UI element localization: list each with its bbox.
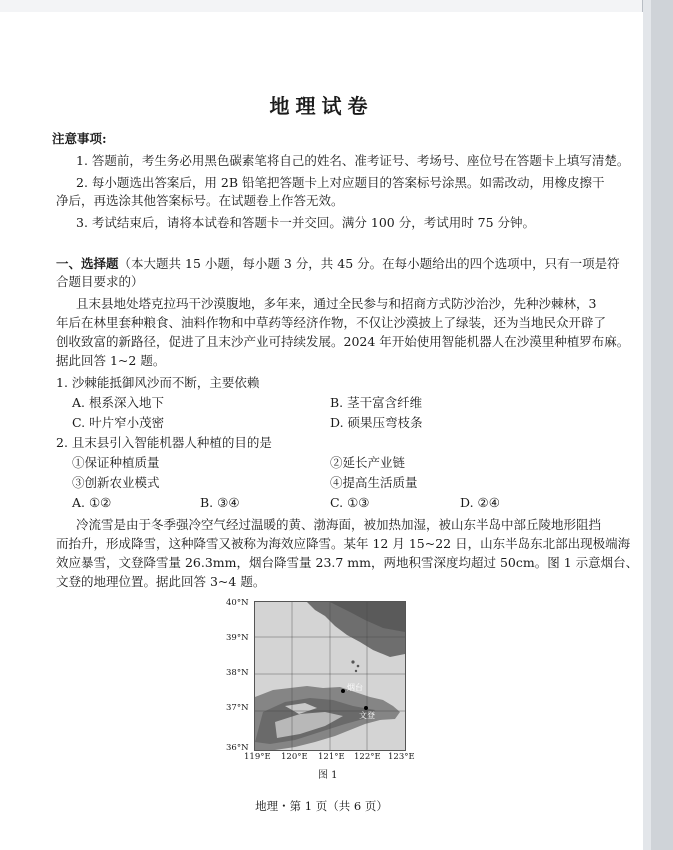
lon-label-122: 122°E	[354, 752, 381, 762]
lat-label-39: 39°N	[226, 633, 249, 643]
document-page	[0, 12, 643, 850]
question-2-stem: 2. 且末县引入智能机器人种植的目的是	[56, 435, 272, 450]
passage-1-line-4: 据此回答 1~2 题。	[56, 353, 166, 368]
lat-label-36: 36°N	[226, 743, 249, 753]
question-1-option-a: A. 根系深入地下	[72, 395, 164, 410]
question-1-stem: 1. 沙棘能抵御风沙而不断，主要依赖	[56, 375, 260, 390]
page-title: 地理试卷	[269, 94, 374, 118]
notice-item-1: 1. 答题前，考生务必用黑色碳素笔将自己的姓名、准考证号、考场号、座位号在答题卡上填写清楚。	[76, 153, 630, 168]
lon-label-120: 120°E	[281, 752, 308, 762]
question-1-option-b: B. 茎干富含纤维	[330, 395, 423, 410]
question-2-statement-2: ②延长产业链	[330, 455, 406, 470]
question-2-option-a: A. ①②	[72, 495, 112, 510]
question-2-statement-3: ③创新农业模式	[72, 475, 160, 490]
question-2-option-b: B. ③④	[200, 495, 240, 510]
notice-item-2-cont: 净后，再选涂其他答案标号。在试题卷上作答无效。	[56, 193, 344, 208]
lat-label-38: 38°N	[226, 668, 249, 678]
section-1-heading: 一、选择题	[56, 256, 119, 271]
question-1-option-d: D. 硕果压弯枝条	[330, 415, 423, 430]
section-1-intro	[56, 256, 620, 272]
notice-heading: 注意事项:	[52, 131, 107, 146]
question-2-option-d: D. ②④	[460, 495, 500, 510]
question-2-option-c: C. ①③	[330, 495, 370, 510]
map-figure	[254, 601, 406, 751]
figure-caption: 图 1	[318, 770, 338, 781]
passage-2-line-2: 而抬升，形成降雪，这种降雪又被称为海效应降雪。某年 12 月 15~22 日，山东半岛东北部出现极端海	[56, 536, 631, 551]
lat-label-40: 40°N	[226, 598, 249, 608]
question-2-statement-4: ④提高生活质量	[330, 475, 418, 490]
passage-2-line-3: 效应暴雪，文登降雪量 26.3mm，烟台降雪量 23.7 mm，两地积雪深度均超过 50cm。图 1 示意烟台、	[56, 555, 639, 570]
lat-label-37: 37°N	[226, 703, 249, 713]
passage-1-line-2: 年后在林里套种粮食、油料作物和中草药等经济作物，不仅让沙漠披上了绿装，还为当地民众开辟了	[56, 315, 607, 330]
passage-1-line-1: 且末县地处塔克拉玛干沙漠腹地，多年来，通过全民参与和招商方式防沙治沙，先种沙棘林，3	[76, 296, 597, 311]
passage-1-line-3: 创收致富的新路径，促进了且末沙产业可持续发展。2024 年开始使用智能机器人在沙漠里种植罗布麻。	[56, 334, 630, 349]
city-label-yantai: 烟台	[347, 683, 363, 692]
section-1-desc-cont: 合题目要求的）	[56, 274, 144, 289]
notice-item-3: 3. 考试结束后，请将本试卷和答题卡一并交回。满分 100 分，考试用时 75 分钟。	[76, 215, 536, 230]
page-footer: 地理・第 1 页（共 6 页）	[255, 799, 388, 813]
lon-label-123: 123°E	[388, 752, 415, 762]
passage-2-line-4: 文登的地理位置。据此回答 3~4 题。	[56, 574, 266, 589]
yantai-marker	[341, 689, 345, 693]
lon-label-119: 119°E	[244, 752, 271, 762]
question-2-statement-1: ①保证种植质量	[72, 455, 160, 470]
question-1-option-c: C. 叶片窄小茂密	[72, 415, 165, 430]
notice-item-2: 2. 每小题选出答案后，用 2B 铅笔把答题卡上对应题目的答案标号涂黑。如需改动，用橡皮擦干	[76, 175, 605, 190]
section-1-desc: （本大题共 15 小题，每小题 3 分，共 45 分。在每小题给出的四个选项中，只有一项是符	[118, 256, 620, 271]
passage-2-line-1: 冷流雪是由于冬季强冷空气经过温暖的黄、渤海面，被加热加湿，被山东半岛中部丘陵地形阻挡	[76, 517, 602, 532]
viewer-scrollbar[interactable]	[642, 0, 673, 850]
terrain-map	[255, 602, 405, 750]
city-label-wendeng: 文登	[359, 711, 375, 720]
lon-label-121: 121°E	[318, 752, 345, 762]
